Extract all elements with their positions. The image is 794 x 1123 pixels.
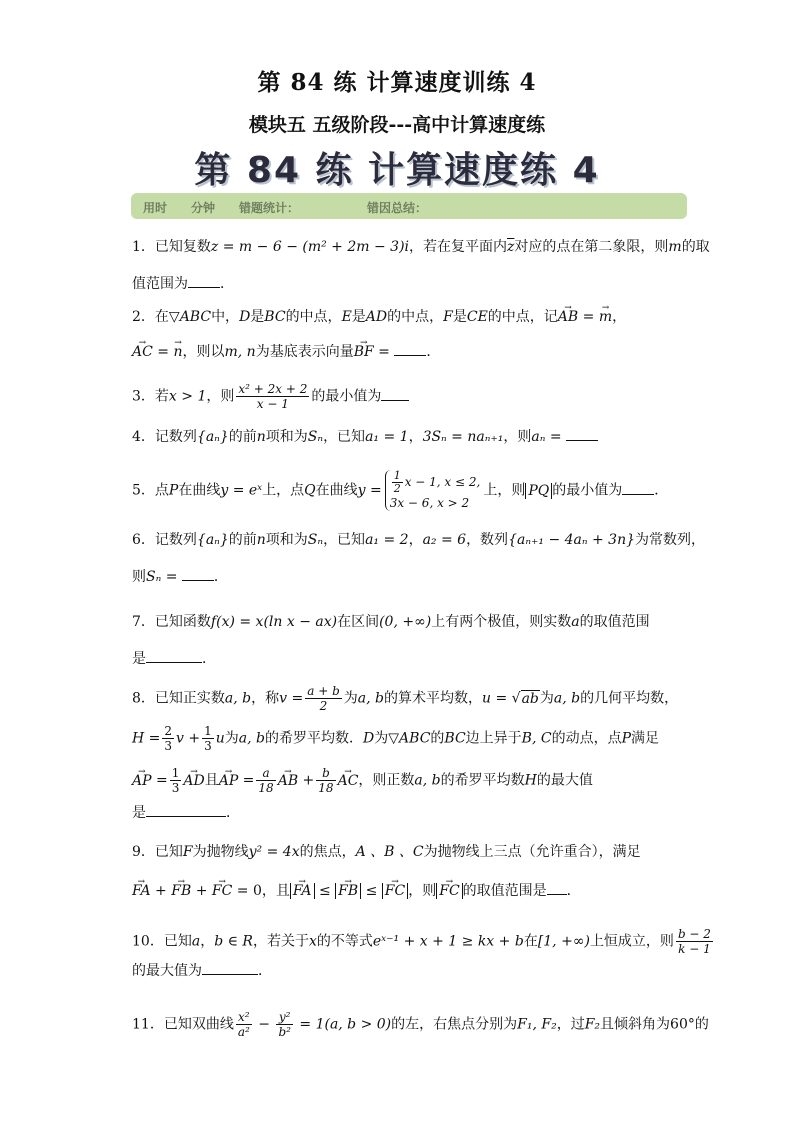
minutes-label: 分钟	[191, 201, 216, 215]
answer-blank[interactable]	[622, 482, 654, 495]
fraction: $\frac{b - 2}{k - 1}$	[677, 927, 711, 956]
question-7: 7．已知函数f(x) = x(ln x − ax)在区间(0, +∞)上有两个极值，则实数a的取值范围	[132, 614, 650, 630]
exercise-banner: 第 84 练 计算速度练 4	[194, 150, 600, 191]
question-9: 9．已知F为抛物线y² = 4x的焦点，A 、B 、C为抛物线上三点（允许重合），满足	[132, 844, 641, 860]
question-6-cont: 则Sₙ = ．	[132, 569, 228, 585]
question-8-line3: → AP = $\frac{1}{3}$ → AD且→ AP = $\frac{a}{18}$ → AB + $\frac{b}{18}$ → AC，则正数a, b的希罗平均数H的最大值	[132, 766, 672, 795]
question-8-cont: 是 ．	[132, 805, 240, 821]
module-subtitle: 模块五 五级阶段---高中计算速度练	[248, 114, 546, 136]
question-9-cont: → FA + → FB + → FC = 0，且 → FA ≤ → FB ≤ → FC ，则 → FC 的取值范围是 ．	[132, 882, 672, 900]
answer-blank[interactable]	[202, 962, 258, 975]
question-5: 5．点P在曲线y = eˣ上，点Q在曲线y = $\frac{1}{2}$ x − 1, x ≤ 2, 3x − 6, x > 2上，则 PQ 的最小值为 ．	[132, 469, 669, 510]
answer-blank[interactable]	[182, 568, 214, 581]
info-bar	[131, 193, 687, 219]
fraction: $\frac{a}{18}$	[258, 766, 274, 795]
error-count-label: 错题统计：	[239, 201, 300, 215]
question-1-cont: 值范围为 ．	[132, 276, 234, 292]
fraction: $\frac{2}{3}$	[164, 724, 173, 753]
fraction: $\frac{1}{3}$	[171, 766, 180, 795]
question-10-cont: 的最大值为 ．	[132, 963, 272, 979]
question-11: 11．已知双曲线 $\frac{\text{x²}}{\text{a²}}$ − $\frac{\text{y²}}{\text{b²}}$ = 1(a, b > 0)的左，右焦点分别为F₁, F₂，过F₂且倾斜角为60°的	[132, 1010, 709, 1039]
question-3: 3．若x > 1，则 $\frac{\text{x² + 2x + 2}}{x - 1}$ 的最小值为	[132, 382, 672, 411]
answer-blank[interactable]	[146, 804, 226, 817]
question-1: 1．已知复数z = m − 6 − (m² + 2m − 3)i，若在复平面内z对应的点在第二象限，则m的取	[132, 239, 710, 255]
fraction: $\frac{\text{x²}}{\text{a²}}$	[237, 1010, 250, 1039]
question-8-line2: H = $\frac{2}{3}$ v + $\frac{1}{3}$ u为a, b的希罗平均数．D为▽ABC的BC边上异于B, C的动点，点P满足	[132, 724, 659, 753]
answer-blank[interactable]	[381, 388, 409, 401]
answer-blank[interactable]	[394, 343, 426, 356]
error-summary-label: 错因总结：	[367, 201, 428, 215]
fraction: $\frac{\text{y²}}{\text{b²}}$	[278, 1010, 291, 1039]
question-2-cont: → AC = → n，则以m, n为基底表示向量→ BF = ．	[132, 343, 672, 361]
answer-blank[interactable]	[188, 275, 220, 288]
fraction: $\frac{b}{18}$	[318, 766, 334, 795]
question-10: 10．已知a，b ∈ R，若关于x的不等式eˣ⁻¹ + x + 1 ≥ kx + b在[1, +∞)上恒成立，则 $\frac{b - 2}{k - 1}$	[132, 927, 711, 956]
fraction: $\frac{1}{3}$	[204, 724, 212, 753]
question-8: 8．已知正实数a, b，称v = $\frac{a + b}{2}$ 为a, b的算术平均数，u = √ab为a, b的几何平均数，	[132, 684, 679, 713]
fraction: $\frac{\text{x² + 2x + 2}}{x - 1}$	[238, 382, 308, 411]
answer-blank[interactable]	[547, 882, 567, 895]
answer-blank[interactable]	[146, 650, 202, 663]
fraction: $\frac{a + b}{2}$	[307, 684, 340, 713]
answer-blank[interactable]	[566, 428, 598, 441]
page-title: 第 84 练 计算速度训练 4	[257, 69, 537, 96]
question-4: 4．记数列{aₙ}的前n项和为Sₙ，已知a₁ = 1，3Sₙ = naₙ₊₁，则aₙ =	[132, 428, 672, 446]
time-label: 用时	[143, 201, 168, 215]
piecewise-brace: $\frac{1}{2}$ x − 1, x ≤ 2, 3x − 6, x > 2	[385, 470, 481, 511]
question-7-cont: 是 ．	[132, 651, 216, 667]
question-2: 2．在▽ABC中，D是BC的中点，E是AD的中点，F是CE的中点，记→ AB = → m，	[132, 308, 672, 326]
question-6: 6．记数列{aₙ}的前n项和为Sₙ，已知a₁ = 2，a₂ = 6，数列{aₙ₊₁ − 4aₙ + 3n}为常数列，	[132, 532, 706, 548]
